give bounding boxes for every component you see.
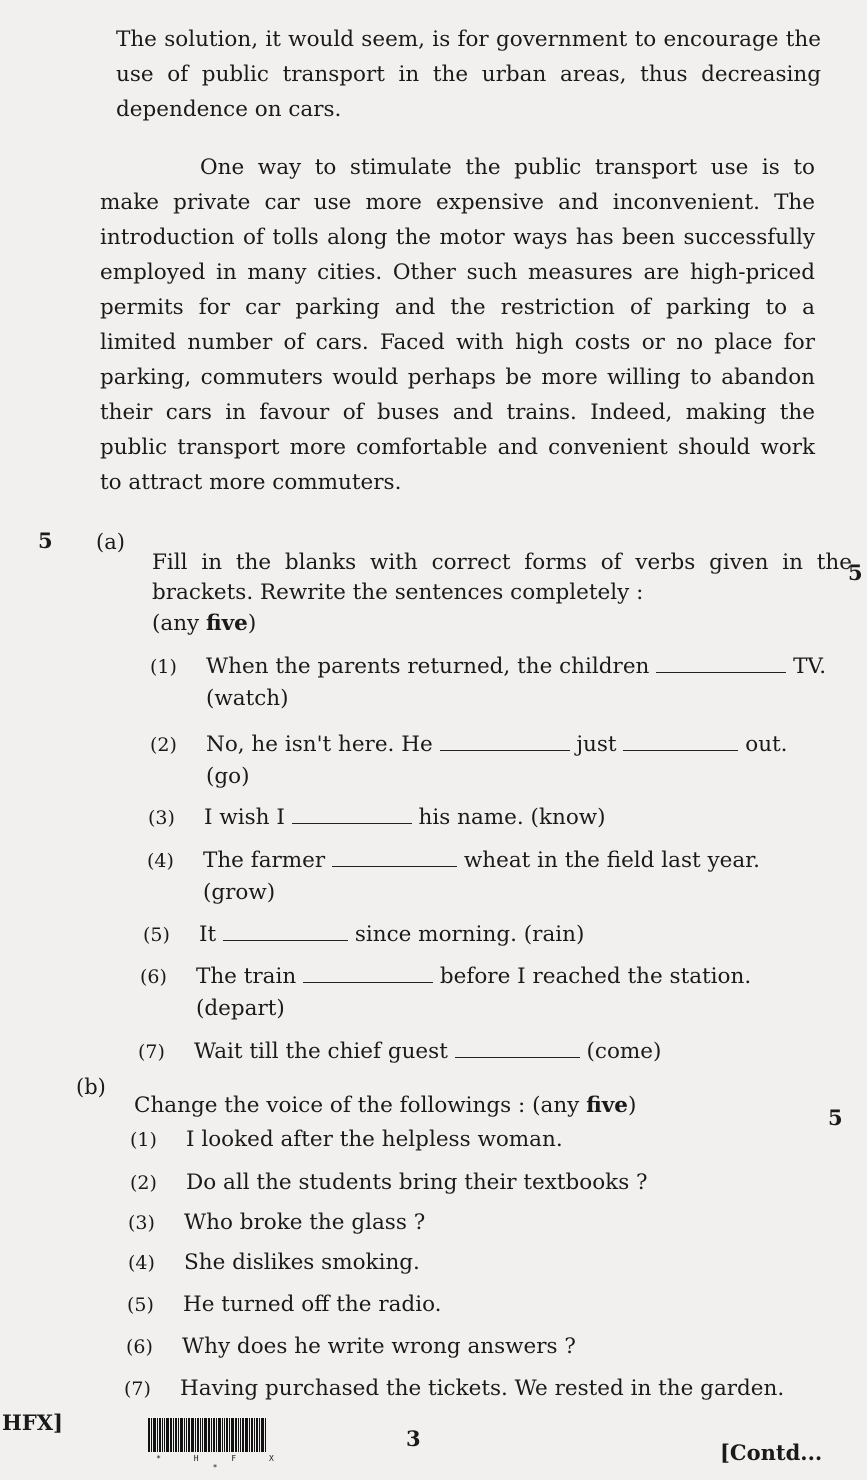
part-a-marks: 5 [848, 560, 863, 585]
item-text [204, 803, 606, 833]
part-a-label: (a) [96, 530, 125, 554]
item-post: out. [745, 732, 788, 757]
part-b-instruction-text: Change the voice of the followings : (any [134, 1093, 587, 1118]
part-b-instruction [134, 1090, 636, 1122]
part-b-label: (b) [76, 1075, 106, 1099]
item-text: Why does he write wrong answers ? [182, 1334, 576, 1359]
part-a-instruction-text: Fill in the blanks with correct forms of verbs given in the brackets. Rewrite the sentences completely : [152, 550, 852, 605]
barcode-text: * H F X * [156, 1454, 288, 1472]
item-number: (2) [150, 734, 177, 756]
item-text: Who broke the glass ? [184, 1210, 426, 1235]
item-number: (3) [128, 1212, 155, 1234]
item-post: since morning. (rain) [354, 922, 585, 947]
item-text: She dislikes smoking. [184, 1250, 420, 1275]
answer-blank[interactable] [623, 732, 738, 751]
item-number: (6) [140, 966, 167, 988]
five-text: five [206, 611, 248, 636]
item-number: (4) [147, 850, 174, 872]
item-text: Do all the students bring their textbooks ? [186, 1170, 648, 1195]
passage-paragraph-2: One way to stimulate the public transport use is to make private car use more expensive and inconvenient. The introduction of tolls along the motor ways has been successfully employed in many cities. Other such measures are high-priced permits for car parking and the restriction of parking to a limited number of cars. Faced with high costs or no place for parking, commuters would perhaps be more willing to abandon their cars in favour of buses and trains. Indeed, making the public transport more comfortable and convenient should work to attract more commuters. [100, 155, 815, 495]
close-paren: ) [627, 1093, 637, 1118]
item-pre: No, he isn't here. He [206, 732, 433, 757]
item-number: (1) [130, 1129, 157, 1151]
item-text: I looked after the helpless woman. [186, 1127, 563, 1152]
answer-blank[interactable] [292, 805, 412, 824]
paper-code: HFX] [2, 1410, 63, 1435]
any-text: (any [152, 611, 207, 636]
continued-label: [Contd... [720, 1440, 823, 1465]
answer-blank[interactable] [656, 654, 786, 673]
item-text [206, 652, 826, 682]
item-post: TV. [793, 654, 827, 679]
close-paren: ) [247, 611, 257, 636]
item-number: (7) [124, 1378, 151, 1400]
item-pre: When the parents returned, the children [206, 654, 650, 679]
item-hint: (depart) [196, 996, 285, 1021]
item-text [194, 1037, 661, 1067]
item-hint: (go) [206, 764, 250, 789]
item-number: (4) [128, 1252, 155, 1274]
item-hint: (grow) [203, 880, 276, 905]
answer-blank[interactable] [440, 732, 570, 751]
item-pre: Wait till the chief guest [194, 1039, 448, 1064]
item-number: (2) [130, 1172, 157, 1194]
item-number: (3) [148, 807, 175, 829]
item-hint: (watch) [206, 686, 289, 711]
passage-paragraph-1: The solution, it would seem, is for government to encourage the use of public transport in the urban areas, thus decreasing dependence on cars. [116, 27, 821, 122]
five-text: five [586, 1093, 628, 1118]
item-number: (7) [138, 1041, 165, 1063]
item-post: before I reached the station. [439, 964, 752, 989]
part-b-marks: 5 [828, 1105, 843, 1130]
question-number: 5 [38, 528, 53, 553]
item-post: (come) [586, 1039, 662, 1064]
answer-blank[interactable] [303, 964, 433, 983]
item-text [206, 730, 788, 760]
part-a-instruction [152, 548, 852, 608]
item-pre: The farmer [203, 848, 326, 873]
answer-blank[interactable] [223, 922, 348, 941]
answer-blank[interactable] [455, 1039, 580, 1058]
item-mid: just [576, 732, 617, 757]
item-pre: It [199, 922, 217, 947]
item-number: (5) [143, 924, 170, 946]
item-text: He turned off the radio. [183, 1292, 442, 1317]
part-a-any-five [152, 608, 256, 640]
page-number: 3 [406, 1426, 421, 1451]
item-number: (1) [150, 656, 177, 678]
barcode-bars [148, 1418, 296, 1452]
item-text [199, 920, 584, 950]
item-number: (5) [127, 1294, 154, 1316]
item-post: wheat in the field last year. [463, 848, 760, 873]
item-text [203, 846, 760, 876]
item-pre: I wish I [204, 805, 285, 830]
item-pre: The train [196, 964, 297, 989]
item-number: (6) [126, 1336, 153, 1358]
barcode-image [148, 1418, 296, 1472]
item-post: his name. (know) [418, 805, 606, 830]
item-text: Having purchased the tickets. We rested in the garden. [180, 1376, 785, 1401]
item-text [196, 962, 751, 992]
answer-blank[interactable] [332, 848, 457, 867]
